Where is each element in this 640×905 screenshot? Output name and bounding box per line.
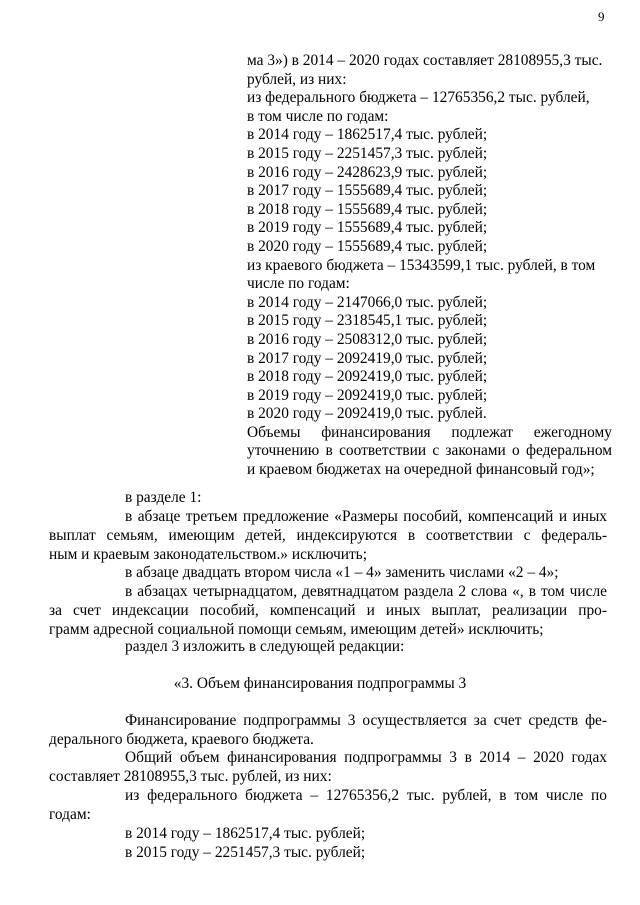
year-2015-line: [125, 844, 640, 863]
section1-intro: в разделе 1:: [125, 489, 202, 506]
paragraph-line: в абзацах четырнадцатом, девятнадцатом раздела 2 слова «, в том числе: [125, 583, 607, 600]
block-line: в 2017 году – 1555689,4 тыс. рублей;: [247, 182, 488, 200]
paragraph-abzac3-cont: [49, 527, 607, 564]
block-line: Объемы финансирования подлежат ежегодному: [247, 423, 612, 441]
block-line: в 2020 году – 1555689,4 тыс. рублей;: [247, 237, 488, 255]
paragraph-abzac14: [125, 583, 607, 602]
block-line: уточнению в соответствии с законами о федеральном: [247, 442, 612, 460]
block-line: в 2016 году – 2428623,9 тыс. рублей;: [247, 163, 488, 181]
block-line: в 2017 году – 2092419,0 тыс. рублей;: [247, 349, 488, 367]
block-line: в 2020 году – 2092419,0 тыс. рублей.: [247, 405, 487, 423]
page-number: 9: [598, 9, 605, 24]
paragraph-abzac3: [87, 508, 607, 527]
paragraph-line: в абзаце третьем предложение «Размеры пособий, компенсаций и иных: [125, 508, 607, 525]
block-line: и краевом бюджетах на очередной финансовый год»;: [247, 461, 595, 479]
block-line: в 2015 году – 2318545,1 тыс. рублей;: [247, 312, 488, 330]
paragraph-financing: [125, 712, 607, 731]
paragraph-line: выплат семьям, имеющим детей, индексируются в соответствии с федераль-: [49, 527, 607, 544]
block-line: в 2019 году – 1555689,4 тыс. рублей;: [247, 219, 488, 237]
paragraph-federal-cont: [49, 806, 569, 825]
block-line: в 2018 году – 1555689,4 тыс. рублей;: [247, 200, 488, 218]
paragraph-line: годам:: [49, 806, 91, 823]
paragraph-line: в 2015 году – 2251457,3 тыс. рублей;: [125, 844, 366, 861]
paragraph-abzac14-cont: [49, 602, 607, 639]
paragraph-line: дерального бюджета, краевого бюджета.: [49, 731, 314, 748]
block-line: в 2019 году – 2092419,0 тыс. рублей;: [247, 386, 488, 404]
block-line: ма 3») в 2014 – 2020 годах составляет 28108955,3 тыс.: [247, 52, 603, 69]
block-line: рублей, из них:: [247, 70, 347, 88]
paragraph-line: Общий объем финансирования подпрограммы 3 в 2014 – 2020 годах: [125, 749, 607, 766]
paragraph-section3: [125, 638, 640, 657]
block-line: из федерального бюджета – 12765356,2 тыс. рублей,: [247, 89, 590, 107]
paragraph-line: за счет индексации пособий, компенсаций и иных выплат, реализации про-: [49, 602, 607, 619]
paragraph-line: из федерального бюджета – 12765356,2 тыс. рублей, в том числе по: [125, 787, 607, 804]
block-line: в 2016 году – 2508312,0 тыс. рублей;: [247, 330, 488, 348]
paragraph-abzac22: [125, 564, 640, 583]
year-2014-line: [125, 825, 640, 844]
paragraph-line: ным и краевым законодательством.» исключить;: [49, 545, 367, 563]
paragraph-financing-cont: [49, 731, 569, 750]
amendments-section: [87, 489, 607, 508]
paragraph-line: Финансирование подпрограммы 3 осуществляется за счет средств фе-: [125, 712, 607, 729]
paragraph-line: грамм адресной социальной помощи семьям, имеющим детей» исключить;: [49, 620, 544, 638]
paragraph-line: в абзаце двадцать втором числа «1 – 4» заменить числами «2 – 4»;: [125, 564, 559, 581]
paragraph-line: раздел 3 изложить в следующей редакции:: [125, 638, 405, 655]
block-line: в 2014 году – 1862517,4 тыс. рублей;: [247, 126, 488, 144]
block-line: из краевого бюджета – 15343599,1 тыс. рублей, в том: [247, 256, 596, 274]
paragraph-line: составляет 28108955,3 тыс. рублей, из них:: [49, 768, 332, 785]
block-line: в 2018 году – 2092419,0 тыс. рублей;: [247, 368, 488, 386]
paragraph-total-cont: [49, 768, 569, 787]
section-heading: «3. Объем финансирования подпрограммы 3: [173, 675, 467, 692]
indented-financing-block: [247, 52, 612, 480]
paragraph-line: в 2014 году – 1862517,4 тыс. рублей;: [125, 825, 366, 842]
block-line: в 2014 году – 2147066,0 тыс. рублей;: [247, 293, 488, 311]
paragraph-total: [125, 749, 607, 768]
block-line: числе по годам:: [247, 275, 350, 293]
block-line: в 2015 году – 2251457,3 тыс. рублей;: [247, 144, 488, 162]
block-line: в том числе по годам:: [247, 107, 389, 125]
paragraph-federal: [125, 787, 607, 806]
